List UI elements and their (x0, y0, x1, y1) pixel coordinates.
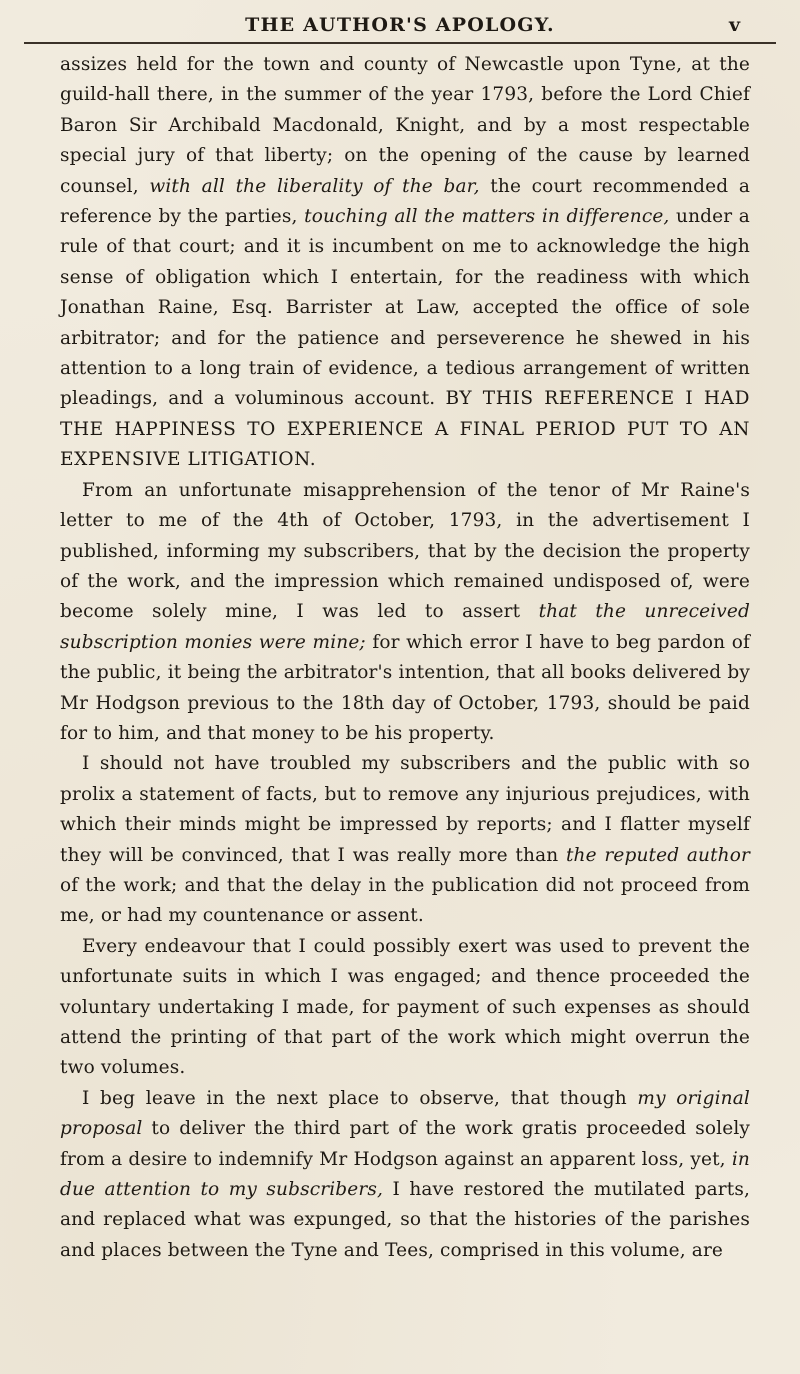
text-run: I beg leave in the next place to observe, that though (82, 1087, 638, 1109)
italic-run: the reputed author (565, 844, 751, 866)
italic-run: with all the liberality of the bar, (149, 175, 480, 197)
paragraph-1 (60, 50, 750, 476)
text-run: for which error I have to beg pardon of the public, it being the arbitrator's intention, that all books delivered by Mr Hodgson previous to the 18th day of October, 1793, should be paid for to him, and that money to be his property. (60, 631, 750, 744)
text-run: of the work; and that the delay in the publication did not proceed from me, or had my countenance or assent. (60, 874, 750, 927)
body-text (60, 50, 750, 1266)
running-head (0, 14, 800, 44)
text-run: I should not have troubled my subscribers and the public with so prolix a statement of facts, but to remove any injurious prejudices, with which their minds might be impressed by reports; and I flatter myself they will be convinced, that I was really more than (60, 753, 750, 866)
italic-run: touching all the matters in difference, (304, 206, 670, 228)
italic-run: in due attention to my subscribers, (60, 1148, 750, 1201)
text-run: to deliver the third part of the work gratis proceeded solely from a desire to indemnify Mr Hodgson against an apparent loss, yet, (60, 1118, 750, 1170)
page-number: v (728, 14, 740, 36)
small-caps-run: BY THIS REFERENCE I HAD THE HAPPINESS TO EXPERIENCE A FINAL PERIOD PUT TO AN EXPENSIVE LITIGATION. (60, 388, 750, 471)
text-run: I have restored the mutilated parts, and replaced what was expunged, so that the histories of the parishes and places between the Tyne and Tees, comprised in this volume, are (60, 1179, 751, 1261)
italic-run: that the unreceived subscription monies were mine; (60, 601, 750, 653)
text-run: From an unfortunate misapprehension of the tenor of Mr Raine's letter to me of the 4th of October, 1793, in the advertisement I published, informing my subscribers, that by the decision the property of the work, and the impression which remained undisposed of, were become solely mine, I was led to assert (60, 479, 750, 623)
paragraph-2 (60, 476, 750, 750)
running-title: THE AUTHOR'S APOLOGY. (245, 14, 555, 36)
paragraph-4 (60, 932, 750, 1084)
paragraph-3 (60, 749, 750, 931)
text-run: under a rule of that court; and it is incumbent on me to acknowledge the high sense of obligation which I entertain, for the readiness with which Jonathan Raine, Esq. Barrister at Law, accepted the office of sole arbitrator; and for the patience and perseverence he shewed in his attention to a long train of evidence, a tedious arrangement of written pleadings, and a voluminous account. (60, 206, 750, 410)
italic-run: my original proposal (60, 1087, 750, 1140)
text-run: the court recommended a reference by the parties, (60, 175, 750, 228)
header-rule (24, 42, 776, 44)
text-run: assizes held for the town and county of Newcastle upon Tyne, at the guild-hall there, in the summer of the year 1793, before the Lord Chief Baron Sir Archibald Macdonald, Knight, and by a most respectable special jury of that liberty; on the opening of the cause by learned counsel, (60, 54, 750, 197)
paragraph-5 (60, 1084, 750, 1266)
text-run: Every endeavour that I could possibly exert was used to prevent the unfortunate suits in which I was engaged; and thence proceeded the voluntary undertaking I made, for payment of such expenses as should attend the printing of that part of the work which might overrun the two volumes. (60, 935, 750, 1079)
